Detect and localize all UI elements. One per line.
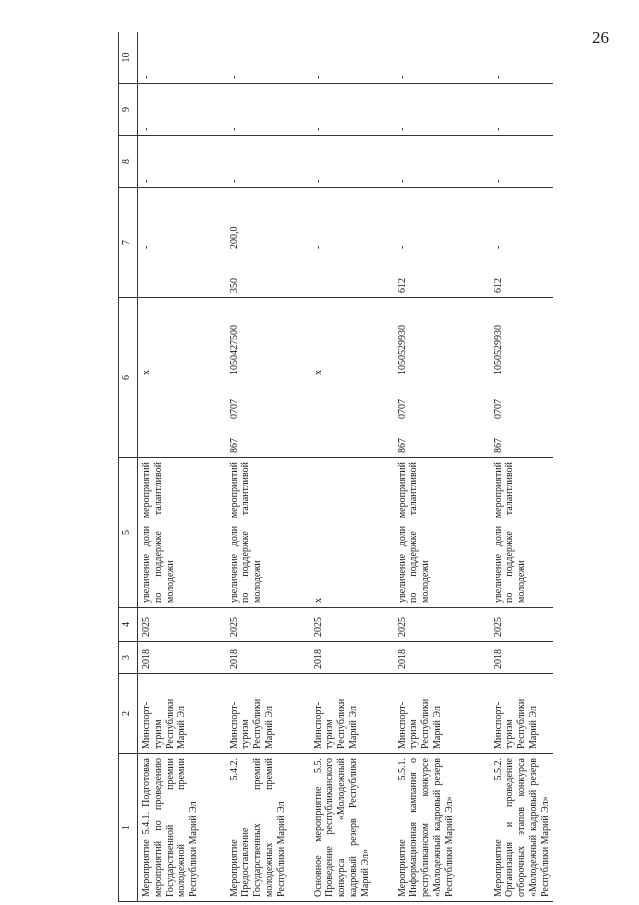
code-rzpr: 0707 — [396, 399, 408, 419]
code-grbs: 867 — [228, 438, 240, 453]
header-cell: 5 — [119, 458, 138, 608]
header-cell: 10 — [119, 32, 138, 84]
code-vr — [313, 249, 325, 293]
value-col7: - — [312, 245, 324, 249]
code-grbs: 867 — [492, 438, 504, 453]
code-rzpr: 0707 — [228, 399, 240, 419]
code-csr: 1050529930 — [492, 325, 504, 375]
cell-col1: Мероприятие 5.4.1. Подготовка мероприятий по проведению Государственной премии молодежной премии Республики Марий Эл — [138, 754, 226, 902]
cell-col1: Мероприятие 5.5.2. Организация и проведение отборочных этапов конкурса «Молодежный кадровый резерв Республики Марий Эл» — [490, 754, 554, 902]
rotated-table-area — [118, 32, 553, 902]
code-csr: 1050427500 — [228, 325, 240, 375]
header-cell: 9 — [119, 84, 138, 136]
header-cell: 4 — [119, 608, 138, 642]
value-col7: - — [141, 245, 152, 249]
cell-col8: - — [226, 136, 310, 188]
cell-col1: Основное мероприятие 5.5. Проведение республиканского конкурса «Молодежный кадровый резерв Республики Марий Эл» — [310, 754, 394, 902]
code-grbs — [141, 419, 153, 453]
cell-col9: - — [310, 84, 394, 136]
cell-col5: увеличение доли мероприятий по поддержке талантливой молодежи — [394, 458, 490, 608]
cell-col10: - — [310, 32, 394, 84]
cell-col4: 2025 — [138, 608, 226, 642]
cell-col10: - — [226, 32, 310, 84]
cell-col2: Минспорт-туризм Республики Марий Эл — [490, 674, 554, 754]
value-col7: - — [396, 245, 408, 249]
cell-col4: 2025 — [310, 608, 394, 642]
cell-col7 — [138, 188, 226, 298]
cell-col4: 2025 — [490, 608, 554, 642]
cell-col7 — [490, 188, 554, 298]
code-vr: 612 — [396, 278, 408, 293]
cell-budget-code — [490, 298, 554, 458]
header-cell: 6 — [119, 298, 138, 458]
code-grbs: 867 — [396, 438, 408, 453]
code-csr: 1050529930 — [396, 325, 408, 375]
cell-col5: увеличение доли мероприятий по поддержке талантливой молодежи — [226, 458, 310, 608]
cell-col10: - — [394, 32, 490, 84]
header-cell: 7 — [119, 188, 138, 298]
cell-col9: - — [226, 84, 310, 136]
cell-col8: - — [490, 136, 554, 188]
cell-col2: Минспорт-туризм Республики Марий Эл — [138, 674, 226, 754]
cell-col7 — [310, 188, 394, 298]
code-csr: х — [312, 370, 324, 375]
code-grbs — [313, 419, 325, 453]
page-number: 26 — [592, 28, 609, 47]
cell-col2: Минспорт-туризм Республики Марий Эл — [310, 674, 394, 754]
header-row — [119, 32, 138, 902]
code-vr: 350 — [228, 278, 240, 293]
cell-col2: Минспорт-туризм Республики Марий Эл — [226, 674, 310, 754]
cell-col3: 2018 — [490, 642, 554, 674]
cell-col3: 2018 — [226, 642, 310, 674]
header-cell: 3 — [119, 642, 138, 674]
cell-budget-code — [138, 298, 226, 458]
cell-col8: - — [310, 136, 394, 188]
cell-col9: - — [394, 84, 490, 136]
cell-col3: 2018 — [310, 642, 394, 674]
cell-col8: - — [138, 136, 226, 188]
code-vr — [141, 249, 153, 293]
rotated-table-wrapper — [118, 32, 553, 902]
header-cell: 1 — [119, 754, 138, 902]
table-row — [310, 32, 394, 902]
cell-col9: - — [138, 84, 226, 136]
value-col7: - — [492, 245, 504, 249]
table-body — [138, 32, 554, 902]
table-row — [226, 32, 310, 902]
cell-col2: Минспорт-туризм Республики Марий Эл — [394, 674, 490, 754]
cell-col7 — [394, 188, 490, 298]
table-row — [394, 32, 490, 902]
cell-col7 — [226, 188, 310, 298]
cell-col1: Мероприятие 5.5.1. Информационная кампания о республиканском конкурсе «Молодежный кадровый резерв Республики Марий Эл» — [394, 754, 490, 902]
cell-col5: увеличение доли мероприятий по поддержке талантливой молодежи — [138, 458, 226, 608]
cell-col3: 2018 — [394, 642, 490, 674]
cell-col9: - — [490, 84, 554, 136]
cell-col8: - — [394, 136, 490, 188]
cell-budget-code — [394, 298, 490, 458]
code-rzpr — [313, 375, 325, 419]
cell-col4: 2025 — [226, 608, 310, 642]
cell-col1: Мероприятие 5.4.2. Предоставление Государственных премий молодежных премий Республики Марий Эл — [226, 754, 310, 902]
table-row — [490, 32, 554, 902]
cell-col10: - — [138, 32, 226, 84]
program-table — [118, 32, 553, 902]
cell-col3: 2018 — [138, 642, 226, 674]
code-rzpr: 0707 — [492, 399, 504, 419]
cell-budget-code — [310, 298, 394, 458]
cell-col5: увеличение доли мероприятий по поддержке талантливой молодежи — [490, 458, 554, 608]
table-row — [138, 32, 226, 902]
header-cell: 8 — [119, 136, 138, 188]
cell-budget-code — [226, 298, 310, 458]
header-cell: 2 — [119, 674, 138, 754]
code-csr: х — [141, 370, 152, 375]
cell-col4: 2025 — [394, 608, 490, 642]
cell-col10: - — [490, 32, 554, 84]
code-vr: 612 — [492, 278, 504, 293]
cell-col5: х — [310, 458, 394, 608]
code-rzpr — [141, 375, 153, 419]
value-col7: 200,0 — [228, 226, 240, 249]
